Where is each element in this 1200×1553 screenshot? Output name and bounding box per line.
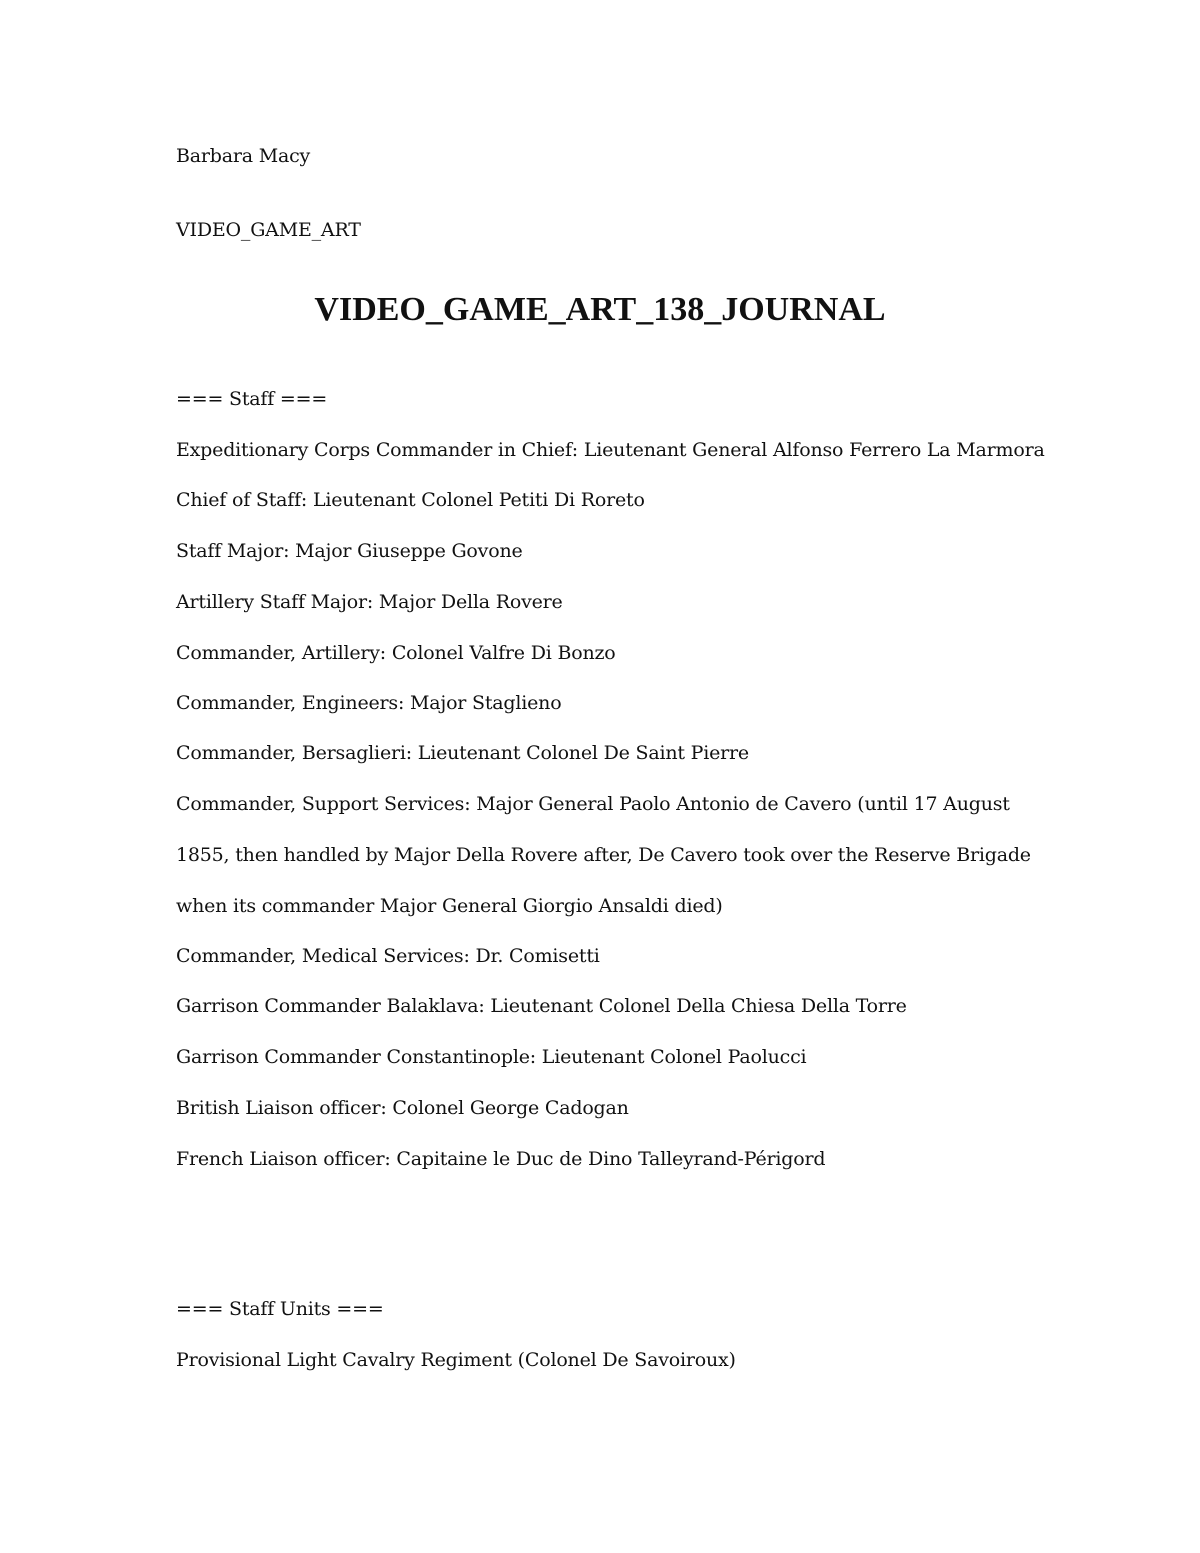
staff-line: British Liaison officer: Colonel George Cadogan — [176, 1097, 629, 1119]
staff-unit-line: Provisional Light Cavalry Regiment (Colonel De Savoiroux) — [176, 1349, 736, 1371]
staff-heading: === Staff === — [176, 388, 328, 410]
staff-line: Commander, Medical Services: Dr. Comisetti — [176, 945, 600, 967]
document-title: VIDEO_GAME_ART_138_JOURNAL — [314, 291, 886, 328]
author-name: Barbara Macy — [176, 145, 311, 167]
course-name: VIDEO_GAME_ART — [176, 219, 361, 241]
staff-line: when its commander Major General Giorgio Ansaldi died) — [176, 895, 723, 917]
staff-line: Garrison Commander Constantinople: Lieutenant Colonel Paolucci — [176, 1046, 807, 1068]
staff-line: French Liaison officer: Capitaine le Duc de Dino Talleyrand-Périgord — [176, 1148, 826, 1170]
staff-line: 1855, then handled by Major Della Rovere after, De Cavero took over the Reserve Brigade — [176, 844, 1031, 866]
staff-line: Commander, Bersaglieri: Lieutenant Colonel De Saint Pierre — [176, 742, 749, 764]
staff-line: Commander, Support Services: Major General Paolo Antonio de Cavero (until 17 August — [176, 793, 1010, 815]
staff-line: Chief of Staff: Lieutenant Colonel Petiti Di Roreto — [176, 489, 645, 511]
staff-line: Artillery Staff Major: Major Della Rovere — [176, 591, 563, 613]
staff-line: Garrison Commander Balaklava: Lieutenant Colonel Della Chiesa Della Torre — [176, 995, 907, 1017]
staff-line: Staff Major: Major Giuseppe Govone — [176, 540, 523, 562]
staff-units-heading: === Staff Units === — [176, 1298, 384, 1320]
staff-line: Commander, Engineers: Major Staglieno — [176, 692, 562, 714]
staff-line: Expeditionary Corps Commander in Chief: Lieutenant General Alfonso Ferrero La Marmora — [176, 439, 1045, 461]
staff-line: Commander, Artillery: Colonel Valfre Di Bonzo — [176, 642, 616, 664]
